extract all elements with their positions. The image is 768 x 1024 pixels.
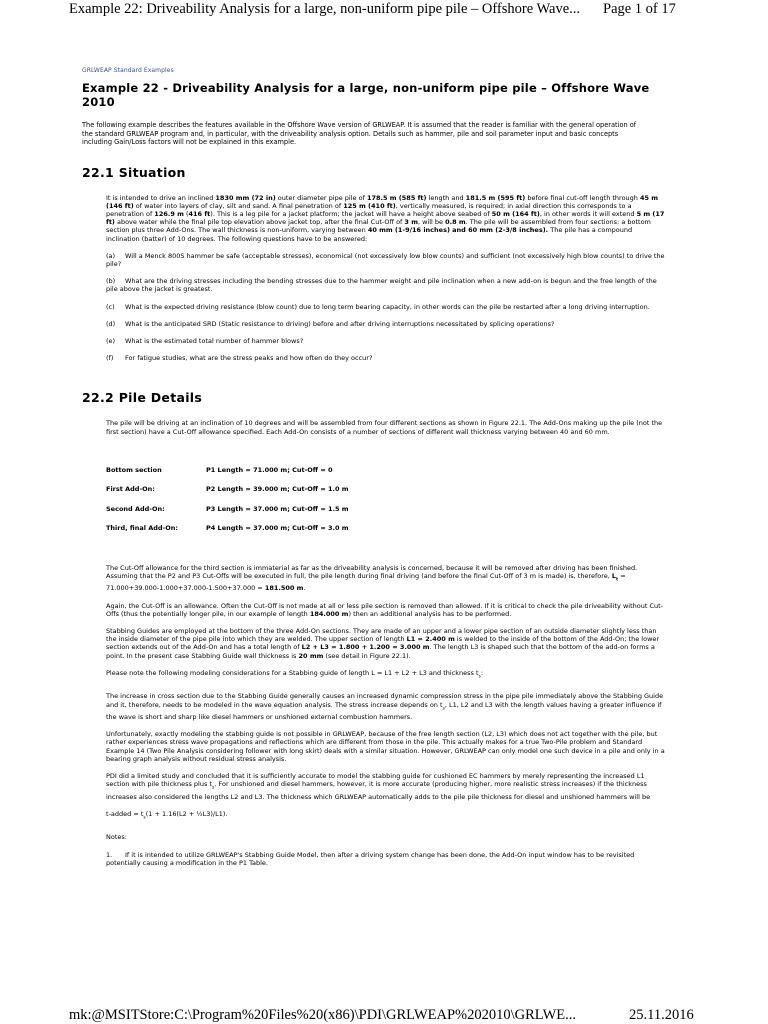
- note-1: 1. If it is intended to utilize GRLWEAP's Stabbing Guide Model, then after a driving system change has been done, the Add-On input window has to be revisited potentially causing a modification in the P1 Table.: [106, 850, 635, 867]
- modeling-considerations-paragraph: Please note the following modeling considerations for a Stabbing guide of length L = L1 + L2 + L3 and thickness $t_s$:: [106, 668, 484, 680]
- two-pile-paragraph: Unfortunately, exactly modeling the stabbing guide is not possible in GRLWEAP, because of the free length section (L2, L3) which does not act together with the pile, but rather experiences stress wave propagations and reflections which are different from those in the pile. This actually makes for a true Two-Pile problem and Standard Example 14 (Two Pile Analysis considering follower with long skirt) deals with a similar situation. However, GRLWEAP can only model one such device in a pile and only in a bearing graph analysis without residual stress analysis.: [106, 730, 665, 763]
- page-title-line1: Example 22 - Driveability Analysis for a large, non-uniform pipe pile – Offshore Wave: [82, 81, 650, 95]
- source-url: mk:@MSITStore:C:\Program%20Files%20(x86)\PDI\GRLWEAP%202010\GRLWE...: [69, 1007, 576, 1023]
- section-heading-situation: 22.1 Situation: [82, 164, 186, 180]
- situation-paragraph: It is intended to drive an inclined 1830 mm (72 in) outer diameter pipe pile of 178.5 m (585 ft) length and 181.5 m (595 ft) before final cut-off length through 45 m (146 ft) of water into layers of clay, silt and sand. A final penetration of 125 m (410 ft), vertically measured, is required; in axial direction this corresponds to a penetration of 126.9 m (416 ft). This is a leg pile for a jacket platform; the jacket will have a height above seabed of 50 m (164 ft), in other words it will extend 5 m (17 ft) above water while the final pile top elevation above jacket top, after the final Cut-Off of 3 m, will be 0.8 m. The pile will be assembled from four sections: a bottom section plus three Add-Ons. The wall thickness is non-uniform, varying between 40 mm (1-9/16 inches) and 60 mm (2-3/8 inches). The pile has a compound inclination (batter) of 10 degrees. The following questions have to be answered:: [106, 193, 665, 243]
- pile-details-continued: [106, 564, 666, 867]
- cutoff-allowance-paragraph: Again, the Cut-Off is an allowance. Often the Cut-Off is not made at all or less pile section is removed than allowed. If it is critical to check the pile driveability without Cut-Offs (thus the potentially longer pile, in our example of length 184.000 m) then an additional analysis has to be performed.: [106, 601, 664, 618]
- situation-body: [106, 194, 666, 363]
- stabbing-guide-paragraph: Stabbing Guides are employed at the bottom of the three Add-On sections. They are made of an upper and a lower pipe section of an outside diameter slightly less than the inside diameter of the pipe pile into which they are welded. The upper section of length L1 = 2.400 m is welded to the inside of the bottom of the Add-On; the lower section extends out of the Add-On and has a total length of L2 + L3 = 1.800 + 1.200 = 3.000 m. The length L3 is shaped such that the bottom of the add-on forms a point. In the present case Stabbing Guide wall thickness is 20 mm (see detail in Figure 22.1).: [106, 627, 660, 660]
- document-page: [82, 60, 682, 867]
- print-date: 25.11.2016: [629, 1007, 694, 1023]
- intro-paragraph: The following example describes the features available in the Offshore Wave version of GRLWEAP. It is assumed that the reader is familiar with the general operation of the standard GRLWEAP program and, in particular, with the driveability analysis option. Details such as hammer, pile and soil parameter input and basic concepts including Gain/Loss factors will not be explained in this example.: [82, 121, 637, 146]
- pile-sections-list: [106, 466, 682, 544]
- question-c: (c) What is the expected driving resistance (blow count) due to long term bearing capacity, in other words can the pile be restarted after a long driving interruption.: [106, 302, 650, 311]
- question-f: (f) For fatigue studies, what are the stress peaks and how often do they occur?: [106, 354, 373, 363]
- page-title: [82, 82, 682, 109]
- pdi-study-paragraph: PDI did a limited study and concluded that it is sufficiently accurate to model the stabbing guide for cushioned EC hammers by merely representing the increased L1 section with pile thickness plus $t_s$. For unshioned and diesel hammers, however, it is more accurate (producing higher, more realistic stress increases) if the thickness increases also considered the lengths L2 and L3. The thickness which GRLWEAP automatically adds to the pile pile thickness for diesel and unshioned hammers will be: [106, 772, 651, 801]
- question-d: (d) What is the anticipated SRD (Static resistance to driving) before and after driving interruptions necessitated by splicing operations?: [106, 319, 555, 328]
- question-a: (a) Will a Menck 800S hammer be safe (acceptable stresses), economical (not excessively low blow counts) and sufficient (not excessively high blow counts) to drive the pile?: [106, 251, 665, 268]
- cross-section-paragraph: The increase in cross section due to the Stabbing Guide generally causes an increased dynamic compression stress in the pipe pile immediately above the Stabbing Guide and it, therefore, needs to be modeled in the wave equation analysis. The stress increase depends on $t_s$, L1, L2 and L3 with the length values having a greater influence if the wave is short and sharp like diesel hammers or unshioned external combustion hammers.: [106, 692, 664, 722]
- pile-section-row: First Add-On: P2 Length = 39.000 m; Cut-Off = 1.0 m: [106, 485, 349, 494]
- pile-section-row: Third, final Add-On: P4 Length = 37.000 m; Cut-Off = 3.0 m: [106, 524, 349, 533]
- formula: t-added = $t_s(1 + 1.16(L2$ + ½L3)/L1).: [106, 810, 228, 821]
- question-b: (b) What are the driving stresses including the bending stresses due to the hammer weight and pile inclination when a new add-on is begun and the free length of the pile above the jacket is greatest.: [106, 277, 657, 294]
- pile-section-row: Bottom section P1 Length = 71.000 m; Cut-Off = 0: [106, 465, 333, 474]
- breadcrumb[interactable]: GRLWEAP Standard Examples: [82, 67, 174, 74]
- print-header: [0, 0, 768, 22]
- pile-details-body: [106, 419, 666, 435]
- cutoff-paragraph: The Cut-Off allowance for the third section is immaterial as far as the driveability analysis is concerned, because it will be removed after driving has been finished. Assuming that the P2 and P3 Cut-Offs will be executed in full, the pile length during final driving (and before the final Cut-Off of 3 m is made) is, therefore, $L_t = 71.000+39.000-1.000+37.000-1.500+37.000 = 181.500$ m.: [106, 563, 638, 593]
- page-title-line2: 2010: [82, 94, 115, 109]
- print-header-title: Example 22: Driveability Analysis for a large, non-uniform pipe pile – Offshore Wave...: [69, 1, 581, 17]
- pile-details-paragraph-1: The pile will be driving at an inclination of 10 degrees and will be assembled from four different sections as shown in Figure 22.1. The Add-Ons making up the pile (not the first section) have a Cut-Off allowance specified. Each Add-On consists of a number of sections of different wall thickness varying between 40 and 60 mm.: [106, 419, 663, 436]
- page-counter: Page 1 of 17: [603, 1, 676, 17]
- pile-section-row: Second Add-On: P3 Length = 37.000 m; Cut-Off = 1.5 m: [106, 504, 349, 513]
- notes-label: Notes:: [106, 832, 127, 841]
- section-heading-pile-details: 22.2 Pile Details: [82, 390, 203, 406]
- print-footer: [0, 1004, 768, 1024]
- question-e: (e) What is the estimated total number of hammer blows?: [106, 336, 304, 345]
